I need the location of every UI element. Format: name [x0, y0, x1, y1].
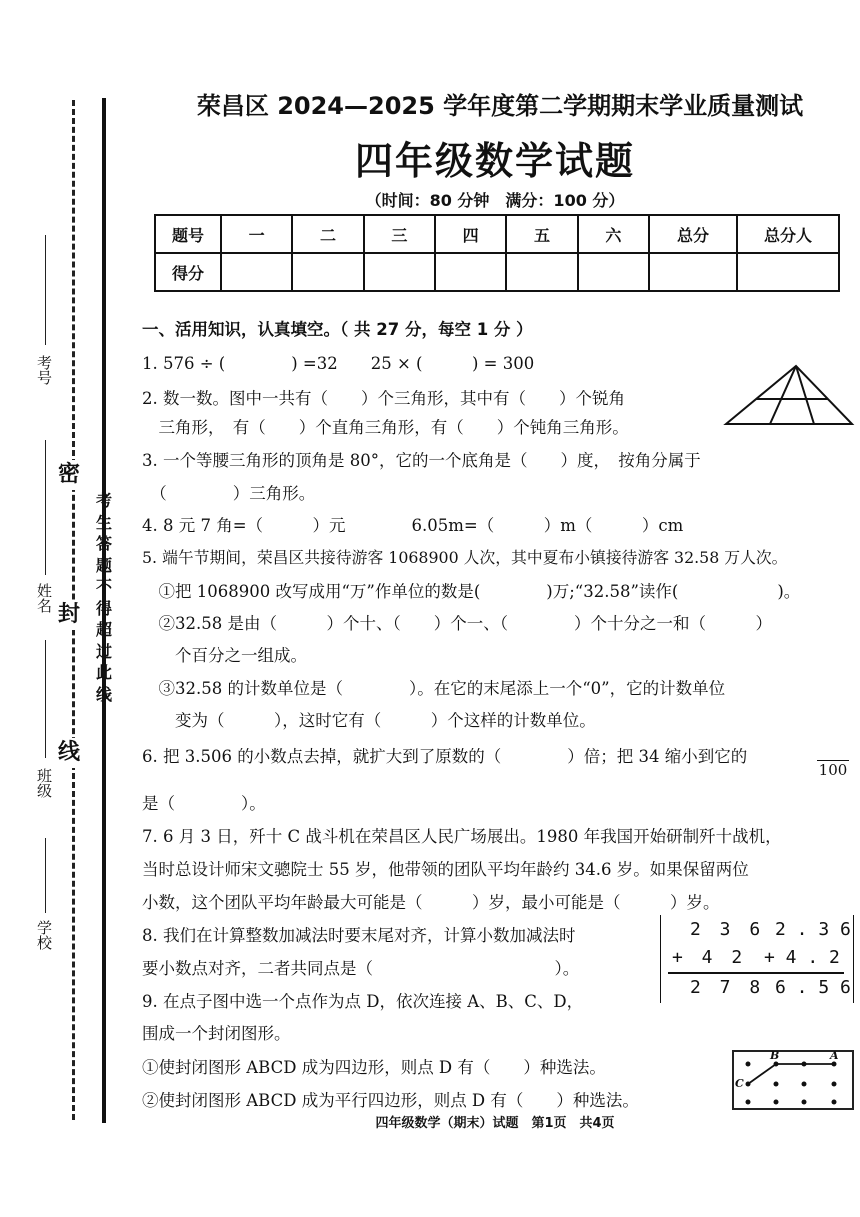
seal-char-mi: 密: [58, 460, 80, 490]
score-header-cell: 一: [221, 215, 292, 253]
dec-sum: 6 . 5 6: [775, 977, 851, 998]
score-table-score-row: [155, 253, 839, 291]
field-exam-number-label: 考号: [35, 355, 53, 385]
field-school-label: 学校: [35, 920, 53, 950]
question-line: 三角形， 有（ ）个直角三角形，有（ ）个钝角三角形。: [142, 418, 629, 437]
field-exam-number-line: [45, 235, 46, 345]
score-header-cell: 五: [506, 215, 577, 253]
score-header-cell: 总分: [649, 215, 737, 253]
question-line: ②使封闭图形 ABCD 成为平行四边形，则点 D 有（ ）种选法。: [142, 1091, 639, 1110]
question-line: 1. 576 ÷ ( ) =32 25 × ( ) = 300: [142, 354, 535, 373]
question-line: 是（ ）。: [142, 794, 266, 813]
question-line: 要小数点对齐，二者共同点是（ ）。: [142, 959, 580, 978]
exam-title: 荣昌区 2024—2025 学年度第二学期期末学业质量测试: [196, 92, 804, 120]
binding-notice: 考生答题不得超过此线: [95, 491, 112, 704]
question-line: ②32.58 是由（ ）个十、（ ）个一、（ ）个十分之一和（ ）: [142, 614, 772, 633]
field-class-label: 班级: [35, 768, 53, 798]
int-addend-1: 2 3 6: [690, 919, 765, 940]
dec-addend-2: + 4 . 2: [764, 947, 840, 968]
score-header-cell: 二: [292, 215, 363, 253]
seal-char-feng: 封: [58, 600, 80, 630]
point-label-c: C: [735, 1077, 744, 1090]
field-name-label: 姓名: [35, 583, 53, 613]
score-cell[interactable]: [649, 253, 737, 291]
question-line: 9. 在点子图中选一个点作为点 D，依次连接 A、B、C、D，: [142, 992, 584, 1011]
score-table: [154, 214, 840, 292]
score-cell[interactable]: [578, 253, 649, 291]
question-line: 围成一个封闭图形。: [142, 1024, 291, 1043]
seal-char-xian: 线: [58, 738, 80, 768]
score-table-header-row: [155, 215, 839, 253]
question-line: 小数，这个团队平均年龄最大可能是（ ）岁，最小可能是（ ）岁。: [142, 893, 720, 912]
point-label-b: B: [770, 1049, 780, 1062]
exam-meta: （时间：80 分钟 满分：100 分）: [365, 191, 625, 210]
question-line: 变为（ ），这时它有（ ）个这样的计数单位。: [142, 711, 596, 730]
question-line: （ ）三角形。: [142, 484, 316, 503]
page-footer: 四年级数学（期末）试题 第1页 共4页: [375, 1116, 615, 1131]
question-line: 8. 我们在计算整数加减法时要末尾对齐，计算小数加减法时: [142, 926, 576, 945]
score-header-cell: 三: [364, 215, 435, 253]
question-line: ①把 1068900 改写成用“万”作单位的数是( )万;“32.58”读作( )。: [142, 582, 801, 601]
question-line: 当时总设计师宋文骢院士 55 岁，他带领的团队平均年龄约 34.6 岁。如果保留两位: [142, 860, 749, 879]
int-addend-2: + 4 2: [672, 947, 747, 968]
score-row-label: 得分: [155, 253, 221, 291]
score-header-cell: 六: [578, 215, 649, 253]
score-cell[interactable]: [435, 253, 506, 291]
score-header-cell: 四: [435, 215, 506, 253]
dot-grid-figure: [732, 1050, 854, 1110]
field-school-line: [45, 838, 46, 913]
question-line: 个百分之一组成。: [142, 646, 307, 665]
score-cell[interactable]: [506, 253, 577, 291]
question-line: 6. 把 3.506 的小数点去掉，就扩大到了原数的（ ）倍；把 34 缩小到它的: [142, 747, 748, 766]
triangle-figure: [722, 362, 856, 428]
point-label-a: A: [830, 1049, 839, 1062]
score-cell[interactable]: [292, 253, 363, 291]
exam-subtitle: 四年级数学试题: [354, 139, 635, 183]
int-sum: 2 7 8: [690, 977, 765, 998]
score-cell[interactable]: [364, 253, 435, 291]
question-line: 7. 6 月 3 日，歼十 C 战斗机在荣昌区人民广场展出。1980 年我国开始研制歼十战机，: [142, 827, 782, 846]
score-cell[interactable]: [221, 253, 292, 291]
section-heading: 一、活用知识，认真填空。（ 共 27 分，每空 1 分 ）: [142, 320, 533, 339]
dec-addend-1: 2 . 3 6: [775, 919, 851, 940]
question-line: 5. 端午节期间，荣昌区共接待游客 1068900 人次，其中夏布小镇接待游客 32.58 万人次。: [142, 548, 788, 567]
addition-examples: [660, 915, 856, 1005]
question-line: 3. 一个等腰三角形的顶角是 80°，它的一个底角是（ ）度， 按角分属于: [142, 451, 701, 470]
question-line: ③32.58 的计数单位是（ ）。在它的末尾添上一个“0”，它的计数单位: [142, 679, 726, 698]
score-header-cell: 题号: [155, 215, 221, 253]
question-line: 2. 数一数。图中一共有（ ）个三角形，其中有（ ）个锐角: [142, 389, 625, 408]
field-class-line: [45, 640, 46, 758]
fraction-denominator: 100: [818, 761, 848, 779]
question-line: 4. 8 元 7 角=（ ）元 6.05m=（ ）m（ ）cm: [142, 516, 684, 535]
question-line: ①使封闭图形 ABCD 成为四边形，则点 D 有（ ）种选法。: [142, 1058, 606, 1077]
score-header-cell: 总分人: [737, 215, 839, 253]
score-cell[interactable]: [737, 253, 839, 291]
field-name-line: [45, 440, 46, 575]
